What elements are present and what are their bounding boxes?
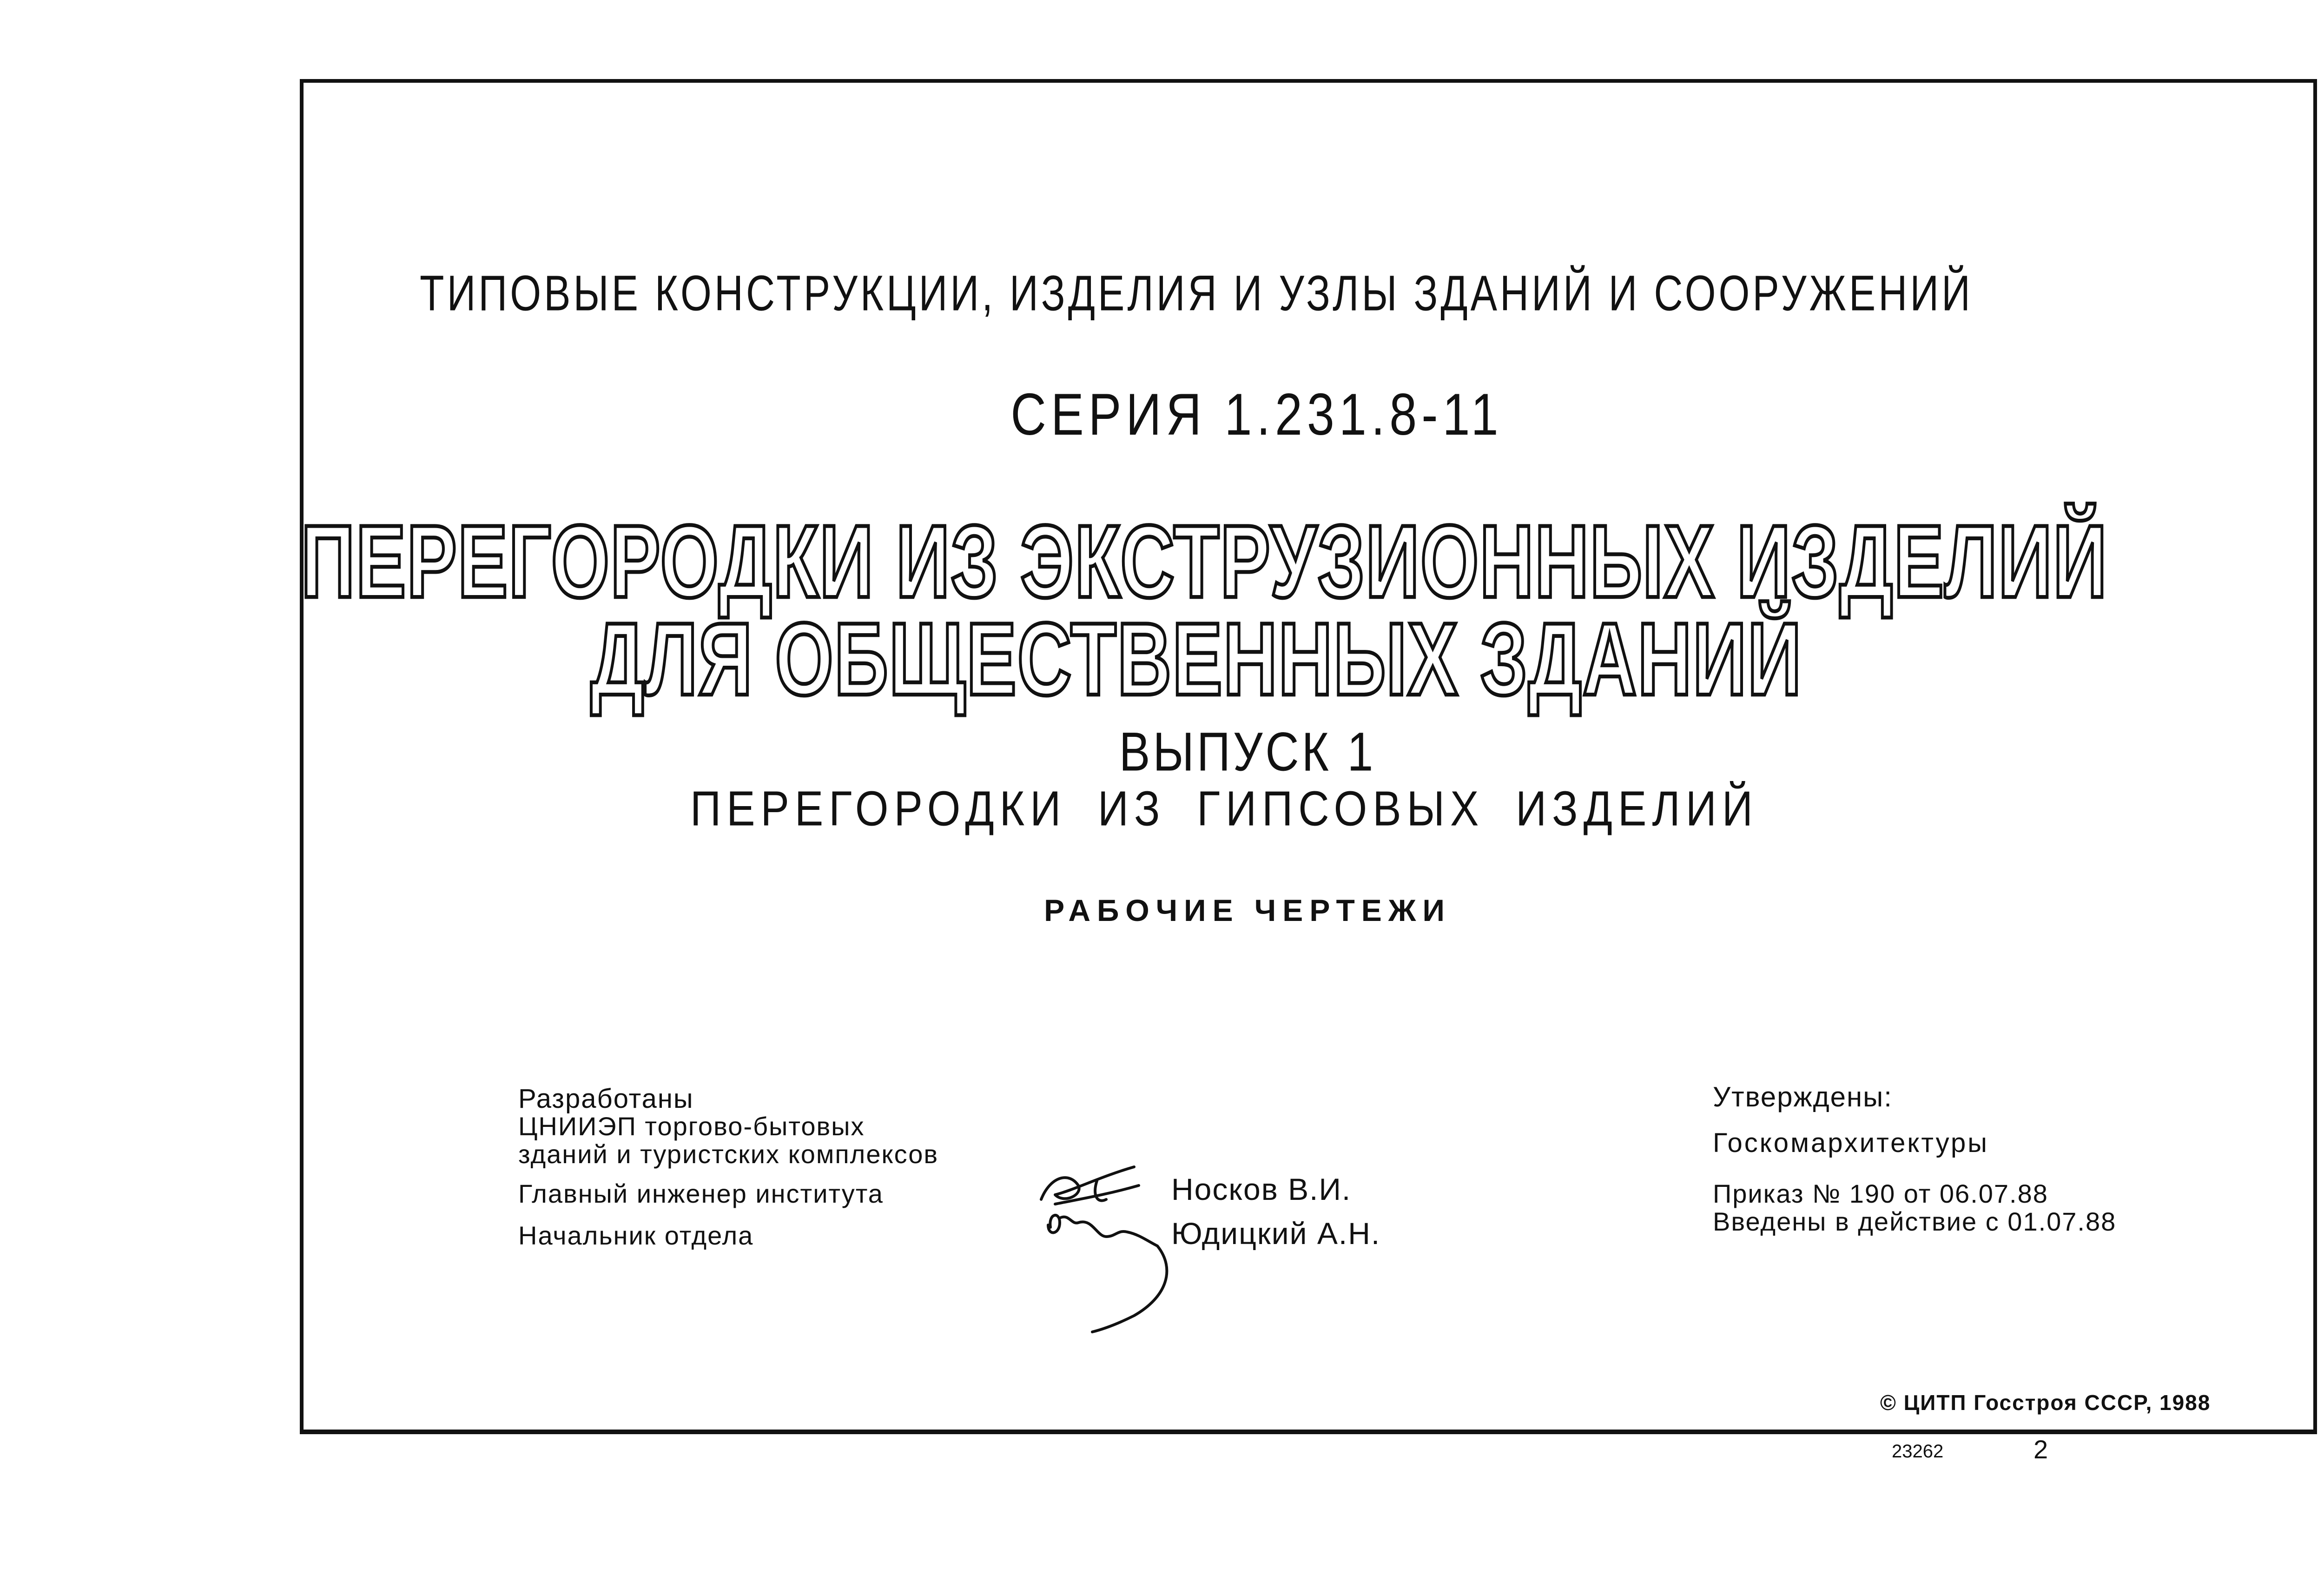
main-title-line-2: ДЛЯ ОБЩЕСТВЕННЫХ ЗДАНИЙ bbox=[590, 601, 1802, 717]
document-type: РАБОЧИЕ ЧЕРТЕЖИ bbox=[1044, 893, 1451, 927]
approval-order: Приказ № 190 от 06.07.88 bbox=[1713, 1179, 2048, 1208]
approval-label: Утверждены: bbox=[1713, 1081, 1893, 1112]
document-number: 23262 bbox=[1892, 1441, 1944, 1462]
approval-organization: Госкомархитектуры bbox=[1713, 1128, 1989, 1158]
series-number: СЕРИЯ 1.231.8-11 bbox=[1010, 382, 1503, 448]
developer-org-line-1: ЦНИИЭП торгово-бытовых bbox=[518, 1112, 865, 1141]
signatures-image bbox=[1027, 1148, 1195, 1344]
chief-engineer-title: Главный инженер института bbox=[518, 1179, 884, 1208]
frame-gap bbox=[2308, 1113, 2312, 1169]
issue-label: ВЫПУСК 1 bbox=[1119, 721, 1376, 783]
page-number: 2 bbox=[2034, 1435, 2048, 1464]
developer-label: Разработаны bbox=[518, 1084, 694, 1114]
effective-date: Введены в действие с 01.07.88 bbox=[1713, 1207, 2117, 1236]
developer-org-line-2: зданий и туристских комплексов bbox=[518, 1139, 939, 1169]
issue-subtitle: ПЕРЕГОРОДКИ ИЗ ГИПСОВЫХ ИЗДЕЛИЙ bbox=[690, 781, 1758, 836]
department-head-name: Юдицкий А.Н. bbox=[1171, 1216, 1381, 1251]
department-head-title: Начальник отдела bbox=[518, 1221, 754, 1250]
copyright-notice: © ЦИТП Госстроя СССР, 1988 bbox=[1880, 1390, 2211, 1415]
chief-engineer-name: Носков В.И. bbox=[1171, 1172, 1352, 1206]
series-heading: ТИПОВЫЕ КОНСТРУКЦИИ, ИЗДЕЛИЯ И УЗЛЫ ЗДАНИЙ И СООРУЖЕНИЙ bbox=[420, 265, 1973, 322]
main-title-line-1: ПЕРЕГОРОДКИ ИЗ ЭКСТРУЗИОННЫХ ИЗДЕЛИЙ bbox=[301, 503, 2108, 619]
